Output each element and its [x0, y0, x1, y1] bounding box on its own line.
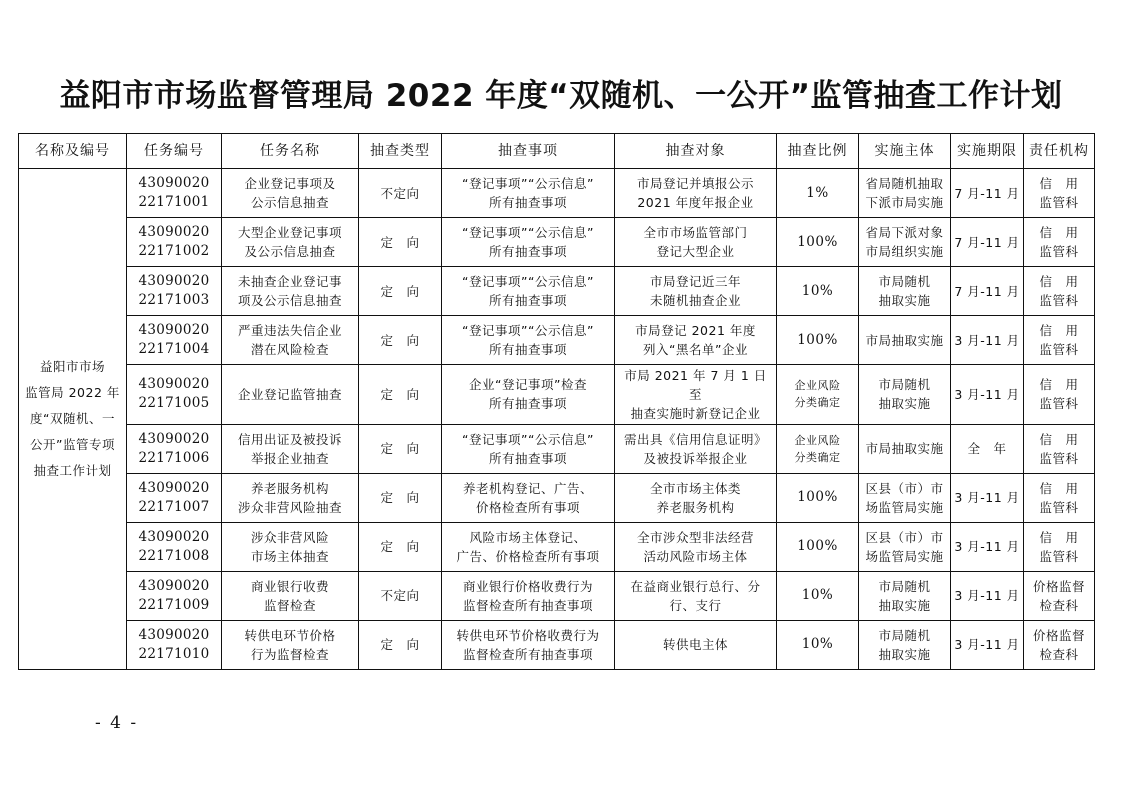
inspection-ratio-cell: 100% — [777, 316, 859, 365]
header-implementing-body: 实施主体 — [859, 134, 951, 169]
inspection-target-cell: 市局登记并填报公示 2021 年度年报企业 — [615, 169, 777, 218]
inspection-type-cell: 定 向 — [359, 620, 442, 669]
header-inspection-items: 抽查事项 — [442, 134, 615, 169]
period-cell: 3 月-11 月 — [951, 473, 1024, 522]
task-id-cell: 43090020 22171008 — [127, 522, 222, 571]
inspection-items-cell: “登记事项”“公示信息” 所有抽查事项 — [442, 267, 615, 316]
inspection-items-cell: 养老机构登记、广告、 价格检查所有事项 — [442, 473, 615, 522]
task-id-cell: 43090020 22171010 — [127, 620, 222, 669]
inspection-items-cell: “登记事项”“公示信息” 所有抽查事项 — [442, 169, 615, 218]
task-name-cell: 涉众非营风险 市场主体抽查 — [222, 522, 359, 571]
task-id-cell: 43090020 22171002 — [127, 218, 222, 267]
inspection-ratio-cell: 10% — [777, 267, 859, 316]
inspection-target-cell: 市局 2021 年 7 月 1 日至 抽查实施时新登记企业 — [615, 365, 777, 424]
inspection-ratio-cell: 企业风险 分类确定 — [777, 365, 859, 424]
inspection-type-cell: 定 向 — [359, 473, 442, 522]
inspection-target-cell: 需出具《信用信息证明》 及被投诉举报企业 — [615, 424, 777, 473]
period-cell: 7 月-11 月 — [951, 169, 1024, 218]
task-id-cell: 43090020 22171009 — [127, 571, 222, 620]
period-cell: 7 月-11 月 — [951, 267, 1024, 316]
inspection-target-cell: 市局登记 2021 年度 列入“黑名单”企业 — [615, 316, 777, 365]
header-row — [19, 134, 1095, 169]
inspection-type-cell: 定 向 — [359, 218, 442, 267]
period-cell: 3 月-11 月 — [951, 522, 1024, 571]
page-number: - 4 - — [95, 713, 139, 733]
task-name-cell: 严重违法失信企业 潜在风险检查 — [222, 316, 359, 365]
inspection-type-cell: 不定向 — [359, 571, 442, 620]
table-body — [19, 169, 1095, 670]
task-id-cell: 43090020 22171006 — [127, 424, 222, 473]
inspection-target-cell: 在益商业银行总行、分 行、支行 — [615, 571, 777, 620]
header-inspection-target: 抽查对象 — [615, 134, 777, 169]
period-cell: 3 月-11 月 — [951, 620, 1024, 669]
period-cell: 7 月-11 月 — [951, 218, 1024, 267]
implementing-body-cell: 市局随机 抽取实施 — [859, 571, 951, 620]
responsible-org-cell: 信 用 监管科 — [1024, 316, 1095, 365]
task-id-cell: 43090020 22171004 — [127, 316, 222, 365]
inspection-items-cell: 转供电环节价格收费行为 监督检查所有抽查事项 — [442, 620, 615, 669]
inspection-ratio-cell: 10% — [777, 620, 859, 669]
header-name-and-code: 名称及编号 — [19, 134, 127, 169]
implementing-body-cell: 省局随机抽取 下派市局实施 — [859, 169, 951, 218]
period-cell: 3 月-11 月 — [951, 365, 1024, 424]
task-name-cell: 养老服务机构 涉众非营风险抽查 — [222, 473, 359, 522]
header-task-name: 任务名称 — [222, 134, 359, 169]
header-period: 实施期限 — [951, 134, 1024, 169]
plan-group-cell: 益阳市市场 监管局 2022 年 度“双随机、一 公开”监管专项 抽查工作计划 — [19, 169, 127, 670]
task-name-cell: 转供电环节价格 行为监督检查 — [222, 620, 359, 669]
table-row — [19, 620, 1095, 669]
inspection-items-cell: “登记事项”“公示信息” 所有抽查事项 — [442, 316, 615, 365]
inspection-ratio-cell: 100% — [777, 473, 859, 522]
inspection-target-cell: 全市市场主体类 养老服务机构 — [615, 473, 777, 522]
table-row — [19, 571, 1095, 620]
task-id-cell: 43090020 22171001 — [127, 169, 222, 218]
inspection-ratio-cell: 1% — [777, 169, 859, 218]
inspection-type-cell: 定 向 — [359, 316, 442, 365]
implementing-body-cell: 区县（市）市 场监管局实施 — [859, 522, 951, 571]
inspection-items-cell: 商业银行价格收费行为 监督检查所有抽查事项 — [442, 571, 615, 620]
table-header — [19, 134, 1095, 169]
responsible-org-cell: 信 用 监管科 — [1024, 218, 1095, 267]
inspection-type-cell: 定 向 — [359, 365, 442, 424]
table-row — [19, 365, 1095, 424]
task-name-cell: 企业登记监管抽查 — [222, 365, 359, 424]
implementing-body-cell: 省局下派对象 市局组织实施 — [859, 218, 951, 267]
header-responsible-org: 责任机构 — [1024, 134, 1095, 169]
header-task-id: 任务编号 — [127, 134, 222, 169]
implementing-body-cell: 市局随机 抽取实施 — [859, 365, 951, 424]
inspection-target-cell: 转供电主体 — [615, 620, 777, 669]
inspection-type-cell: 定 向 — [359, 424, 442, 473]
table-row — [19, 267, 1095, 316]
period-cell: 全 年 — [951, 424, 1024, 473]
period-cell: 3 月-11 月 — [951, 316, 1024, 365]
inspection-type-cell: 定 向 — [359, 267, 442, 316]
inspection-target-cell: 全市市场监管部门 登记大型企业 — [615, 218, 777, 267]
table-row — [19, 316, 1095, 365]
table-row — [19, 218, 1095, 267]
inspection-target-cell: 市局登记近三年 未随机抽查企业 — [615, 267, 777, 316]
task-name-cell: 大型企业登记事项 及公示信息抽查 — [222, 218, 359, 267]
responsible-org-cell: 价格监督 检查科 — [1024, 571, 1095, 620]
responsible-org-cell: 信 用 监管科 — [1024, 267, 1095, 316]
table-row — [19, 522, 1095, 571]
task-id-cell: 43090020 22171007 — [127, 473, 222, 522]
responsible-org-cell: 价格监督 检查科 — [1024, 620, 1095, 669]
inspection-target-cell: 全市涉众型非法经营 活动风险市场主体 — [615, 522, 777, 571]
responsible-org-cell: 信 用 监管科 — [1024, 522, 1095, 571]
inspection-ratio-cell: 企业风险 分类确定 — [777, 424, 859, 473]
task-id-cell: 43090020 22171003 — [127, 267, 222, 316]
inspection-ratio-cell: 100% — [777, 522, 859, 571]
responsible-org-cell: 信 用 监管科 — [1024, 365, 1095, 424]
inspection-items-cell: “登记事项”“公示信息” 所有抽查事项 — [442, 218, 615, 267]
task-name-cell: 未抽查企业登记事 项及公示信息抽查 — [222, 267, 359, 316]
task-id-cell: 43090020 22171005 — [127, 365, 222, 424]
header-inspection-ratio: 抽查比例 — [777, 134, 859, 169]
task-name-cell: 企业登记事项及 公示信息抽查 — [222, 169, 359, 218]
table-row — [19, 473, 1095, 522]
page-title: 益阳市市场监督管理局 2022 年度“双随机、一公开”监管抽查工作计划 — [59, 78, 1063, 114]
header-inspection-type: 抽查类型 — [359, 134, 442, 169]
implementing-body-cell: 区县（市）市 场监管局实施 — [859, 473, 951, 522]
task-name-cell: 商业银行收费 监督检查 — [222, 571, 359, 620]
implementing-body-cell: 市局随机 抽取实施 — [859, 620, 951, 669]
period-cell: 3 月-11 月 — [951, 571, 1024, 620]
responsible-org-cell: 信 用 监管科 — [1024, 169, 1095, 218]
inspection-items-cell: “登记事项”“公示信息” 所有抽查事项 — [442, 424, 615, 473]
table-row — [19, 169, 1095, 218]
inspection-items-cell: 风险市场主体登记、 广告、价格检查所有事项 — [442, 522, 615, 571]
table-row — [19, 424, 1095, 473]
implementing-body-cell: 市局随机 抽取实施 — [859, 267, 951, 316]
inspection-type-cell: 定 向 — [359, 522, 442, 571]
inspection-ratio-cell: 100% — [777, 218, 859, 267]
task-name-cell: 信用出证及被投诉 举报企业抽查 — [222, 424, 359, 473]
inspection-plan-table — [18, 133, 1095, 670]
responsible-org-cell: 信 用 监管科 — [1024, 473, 1095, 522]
implementing-body-cell: 市局抽取实施 — [859, 316, 951, 365]
implementing-body-cell: 市局抽取实施 — [859, 424, 951, 473]
inspection-type-cell: 不定向 — [359, 169, 442, 218]
inspection-items-cell: 企业“登记事项”检查 所有抽查事项 — [442, 365, 615, 424]
inspection-ratio-cell: 10% — [777, 571, 859, 620]
responsible-org-cell: 信 用 监管科 — [1024, 424, 1095, 473]
